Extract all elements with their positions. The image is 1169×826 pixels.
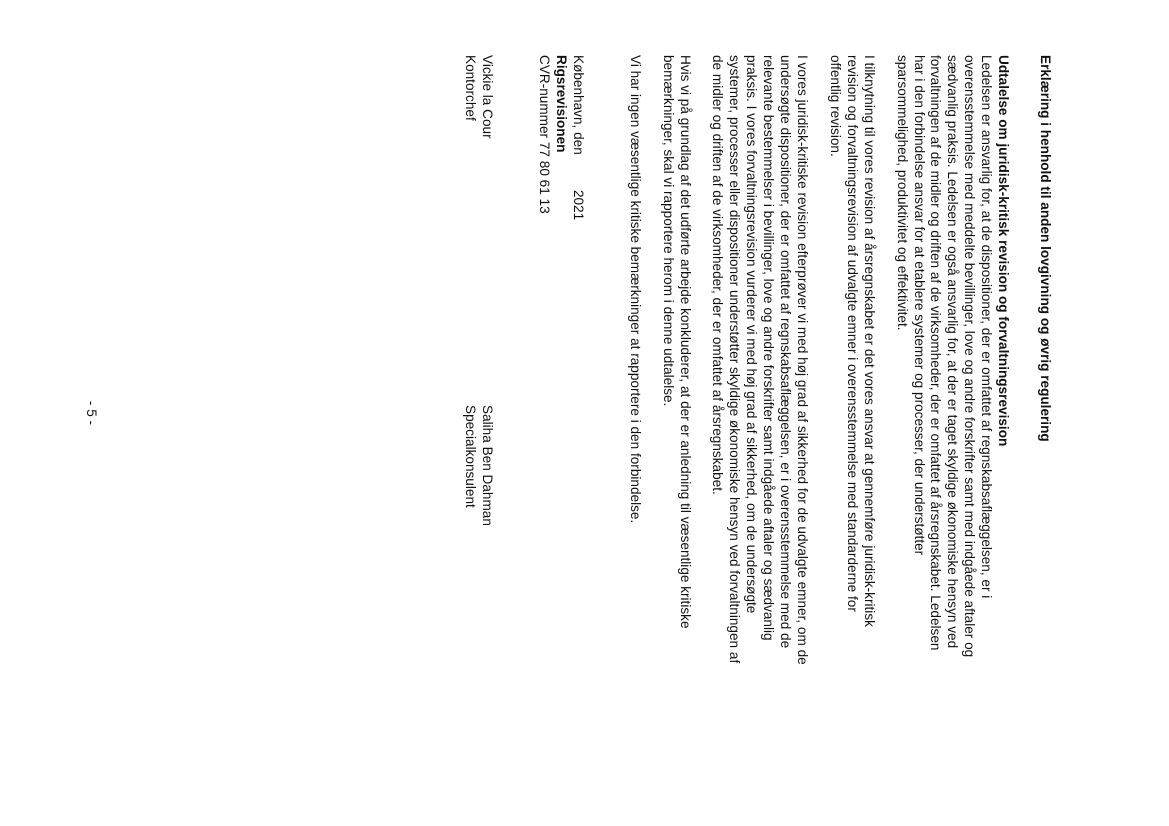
- document-body: [461, 55, 1053, 755]
- text-line: I vores juridisk-kritiske revision efterprøver vi med høj grad af sikkerhed for de udvalgte emner, om de: [795, 55, 811, 665]
- paragraph-responsibility: [893, 55, 994, 755]
- paragraph-auditor-responsibility: [826, 55, 877, 755]
- year: 2021: [570, 190, 586, 221]
- text-line: bemærkninger, skal vi rapportere herom i denne udtalelse.: [660, 55, 676, 407]
- signatory-title: Kontorchef: [463, 55, 479, 121]
- signatory: [461, 405, 495, 755]
- text-line: offentlig revision.: [827, 55, 843, 157]
- paragraph-conclusion: Vi har ingen væsentlige kritiske bemærkninger at rapportere i den forbindelse.: [627, 55, 643, 524]
- page-number: - 5 -: [84, 400, 99, 426]
- text-line: sædvanlig praksis. Ledelsen er også ansvarlig for, at der er taget skyldige økonomiske hensyn ved: [945, 55, 961, 649]
- place-date: København, den: [570, 55, 586, 155]
- text-line: sparsommelighed, produktivitet og effektivitet.: [894, 55, 910, 331]
- text-line: praksis. I vores forvaltningsrevision vurderer vi med høj grad af sikkerhed, om de undersøgte: [744, 55, 760, 614]
- signatory-name: Vickie la Cour: [480, 55, 496, 139]
- paragraph-audit-scope: [709, 55, 810, 755]
- organization-name: Rigsrevisionen: [553, 55, 569, 153]
- text-line: revision og forvaltningsrevision af udvalgte emner i overensstemmelse med standarderne for: [844, 55, 860, 612]
- text-line: overensstemmelse med meddelte bevillinger, love og andre forskrifter samt med indgåede aftaler og: [962, 55, 978, 658]
- section-heading: Udtalelse om juridisk-kritisk revision og forvaltningsrevision: [996, 55, 1012, 447]
- text-line: I tilknytning til vores revision af årsregnskabet er det vores ansvar at gennemføre juridisk-kritisk: [861, 55, 877, 627]
- paragraph-reporting: [659, 55, 693, 755]
- text-line: forvaltningen af de midler og driften af de virksomheder, der er omfattet af årsregnskabet. Ledelsen: [928, 55, 944, 651]
- text-line: har i den forbindelse ansvar for at etablere systemer og processer, der understøtter: [911, 55, 927, 556]
- signatory-name: Saliha Ben Dahman: [480, 405, 496, 526]
- text-line: Hvis vi på grundlag af det udførte arbejde konkluderer, at der er anledning til væsentlige kritiske: [677, 55, 693, 629]
- place-date-line: [569, 55, 586, 755]
- signatory-title: Specialkonsulent: [463, 405, 479, 508]
- text-line: de midler og driften af de virksomheder, der er omfattet af årsregnskabet.: [710, 55, 726, 495]
- text-line: systemer, processer eller dispositioner understøtter skyldige økonomiske hensyn ved forvaltningen af: [727, 55, 743, 664]
- text-line: relevante bestemmelser i bevillinger, love og andre forskrifter samt indgåede aftaler og sædvanlig: [761, 55, 777, 641]
- signatory: [461, 55, 495, 405]
- cvr-number: CVR-nummer 77 80 61 13: [537, 55, 553, 214]
- signature-block: [461, 55, 495, 755]
- text-line: undersøgte dispositioner, der er omfattet af regnskabsaflæggelsen, er i overensstemmelse med de: [778, 55, 794, 649]
- document-title: Erklæring i henhold til anden lovgivning og øvrig regulering: [1038, 55, 1053, 442]
- text-line: Ledelsen er ansvarlig for, at de dispositioner, der er omfattet af regnskabsaflæggelsen, er i: [979, 55, 995, 599]
